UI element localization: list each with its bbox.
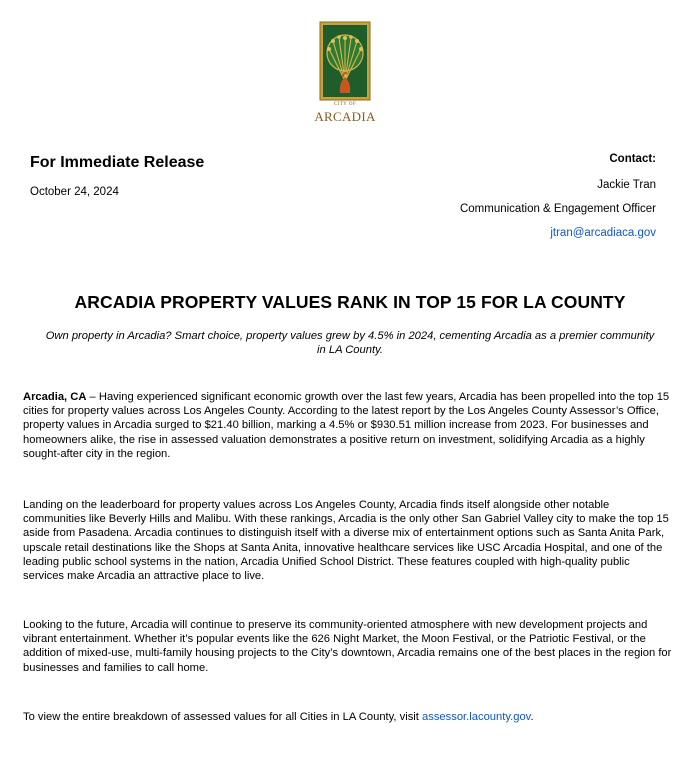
paragraph-3: Looking to the future, Arcadia will continue to preserve its community-oriented atmosphere with new development projects and vibrant entertainment. Whether it’s popular events like the 626 Night Market, the Moon Festival, or the Patriotic Festival, or the addition of mixed-use, multi-family housing projects to the City’s downtown, Arcadia remains one of the best places in the region for businesses and families to call home.: [23, 619, 672, 674]
assessor-link[interactable]: assessor.lacounty.gov: [422, 711, 531, 723]
headline: ARCADIA PROPERTY VALUES RANK IN TOP 15 FOR LA COUNTY: [74, 292, 626, 312]
paragraph-1-body: – Having experienced significant economic growth over the last few years, Arcadia has been propelled into the top 15 cities for property values across Los Angeles County. According to the latest report by the Los Angeles County Assessor’s Office, property values in Arcadia surged to $21.40 billion, marking a 4.5% or $930.51 million increase from 2023. For businesses and homeowners alike, the rise in assessed valuation demonstrates a positive return on investment, solidifying Arcadia as a highly sought-after city in the region.: [23, 391, 670, 460]
release-date: October 24, 2024: [30, 186, 119, 198]
contact-label: Contact:: [609, 153, 656, 165]
contact-email-link[interactable]: jtran@arcadiaca.gov: [550, 227, 656, 239]
city-logo: [316, 19, 378, 131]
release-label: For Immediate Release: [30, 154, 205, 171]
contact-name: Jackie Tran: [597, 179, 656, 191]
subheadline: Own property in Arcadia? Smart choice, property values grew by 4.5% in 2024, cementing Arcadia as a premier community in LA County.: [45, 330, 655, 356]
contact-title: Communication & Engagement Officer: [459, 203, 656, 215]
peacock-emblem-icon: [319, 21, 371, 101]
paragraph-2: Landing on the leaderboard for property values across Los Angeles County, Arcadia finds itself alongside other notable communities like Beverly Hills and Malibu. With these rankings, Arcadia is the only other San Gabriel Valley city to make the top 15 aside from Pasadena. Arcadia continues to distinguish itself with a diverse mix of entertainment options such as Santa Anita Park, upscale retail destinations like the Shops at Santa Anita, innovative healthcare services like USC Arcadia Hospital, and one of the leading public school systems in the nation, Arcadia Unified School District. These features coupled with high-quality public services make Arcadia an attractive place to live.: [23, 499, 669, 583]
paragraph-4-end: .: [530, 711, 534, 723]
dateline: Arcadia, CA: [23, 391, 87, 403]
paragraph-4: [23, 710, 673, 724]
paragraph-1: [23, 390, 673, 461]
paragraph-4-text: To view the entire breakdown of assessed values for all Cities in LA County, visit: [23, 711, 423, 723]
logo-city-name: ARCADIA: [314, 109, 376, 124]
logo-small-text: CITY OF: [333, 102, 357, 107]
contact-block: [460, 153, 656, 251]
